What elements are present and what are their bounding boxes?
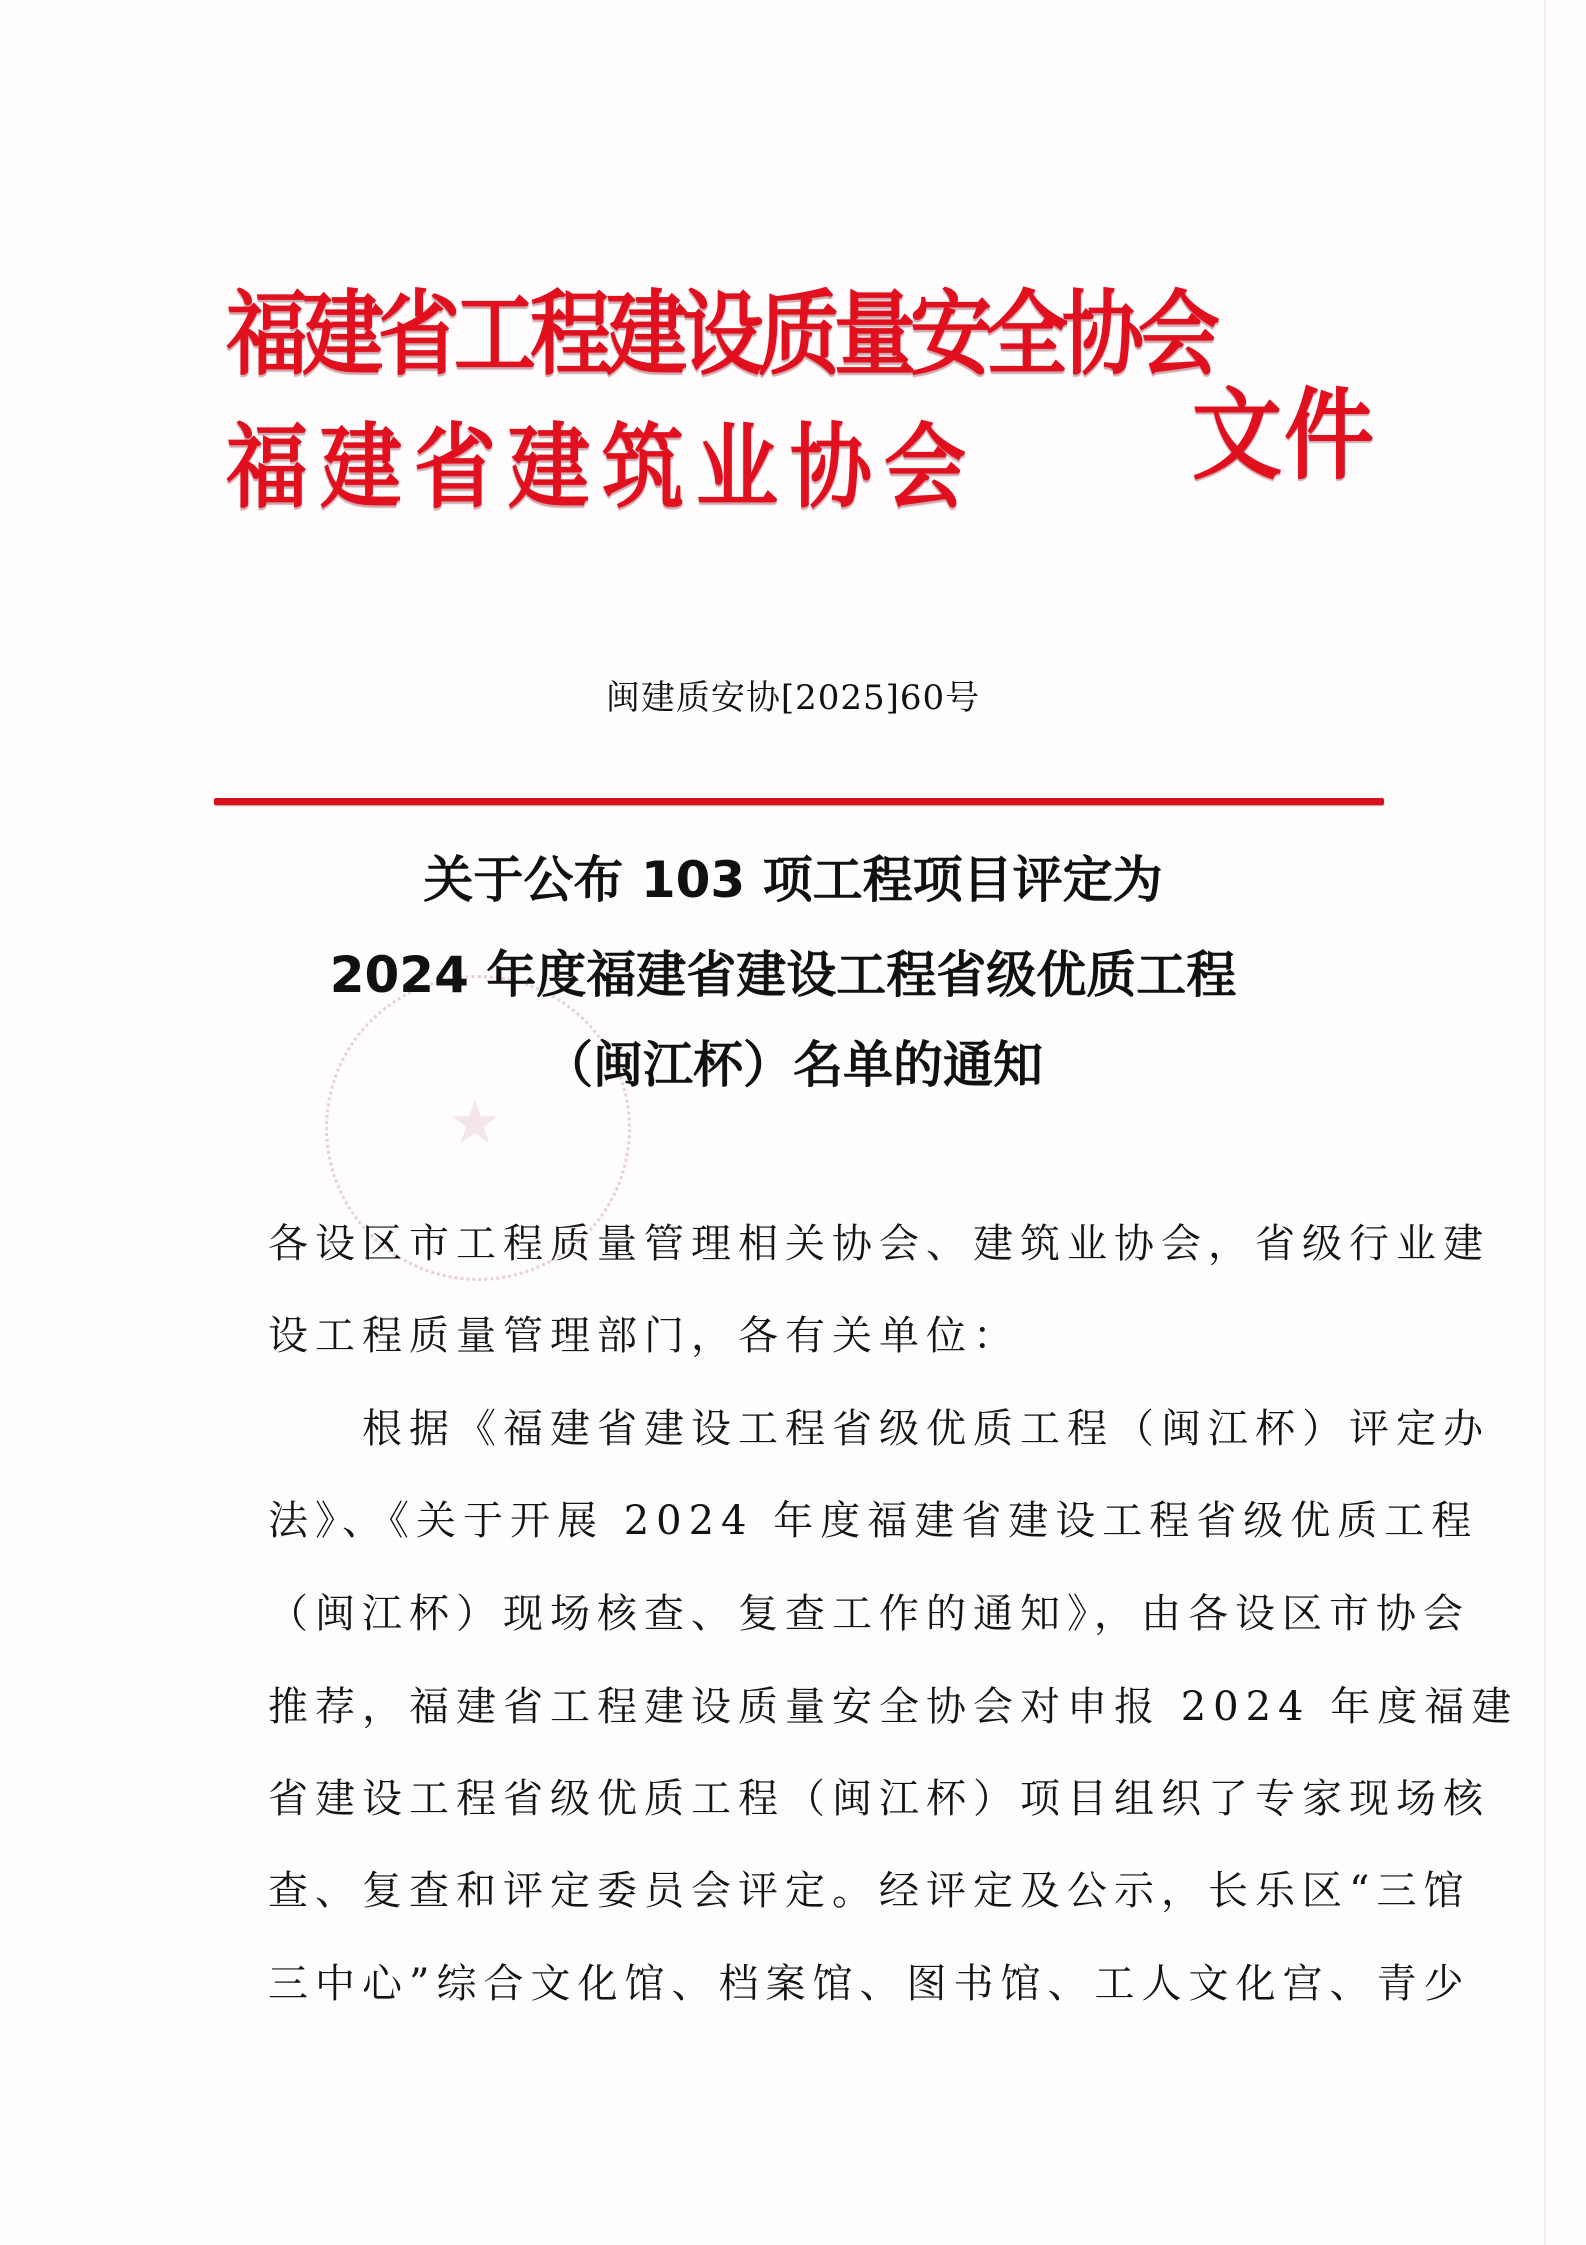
page-edge — [1544, 0, 1546, 2245]
body-line: （闽江杯）现场核查、复查工作的通知》，由各设区市协会 — [268, 1591, 1470, 1637]
body-line: 各设区市工程质量管理相关协会、建筑业协会，省级行业建 — [268, 1221, 1490, 1267]
issuer-name-1: 福建省工程建设质量安全协会 — [226, 281, 1215, 389]
notice-title-line-3: （闽江杯）名单的通知 — [543, 1036, 1043, 1094]
body-line: 三中心”综合文化馆、档案馆、图书馆、工人文化宫、青少 — [268, 1961, 1471, 2007]
seal-star-icon: ★ — [448, 1088, 502, 1158]
notice-title-line-1: 关于公布 103 项工程项目评定为 — [423, 851, 1163, 909]
body-line: 法》、《关于开展 2024 年度福建省建设工程省级优质工程 — [268, 1498, 1479, 1544]
body-line: 推荐，福建省工程建设质量安全协会对申报 2024 年度福建 — [268, 1684, 1519, 1730]
red-header-rule — [214, 798, 1384, 805]
body-line: 省建设工程省级优质工程（闽江杯）项目组织了专家现场核 — [268, 1776, 1490, 1822]
body-line: 查、复查和评定委员会评定。经评定及公示，长乐区“三馆 — [268, 1868, 1471, 1914]
body-line: 根据《福建省建设工程省级优质工程（闽江杯）评定办 — [268, 1406, 1490, 1452]
issuer-name-2: 福建省建筑业协会 — [226, 414, 979, 522]
notice-title-line-2: 2024 年度福建省建设工程省级优质工程 — [329, 946, 1237, 1004]
document-type-label: 文件 — [1192, 377, 1376, 494]
body-line: 设工程质量管理部门，各有关单位： — [268, 1313, 1020, 1359]
document-number: 闽建质安协[2025]60号 — [605, 678, 981, 718]
